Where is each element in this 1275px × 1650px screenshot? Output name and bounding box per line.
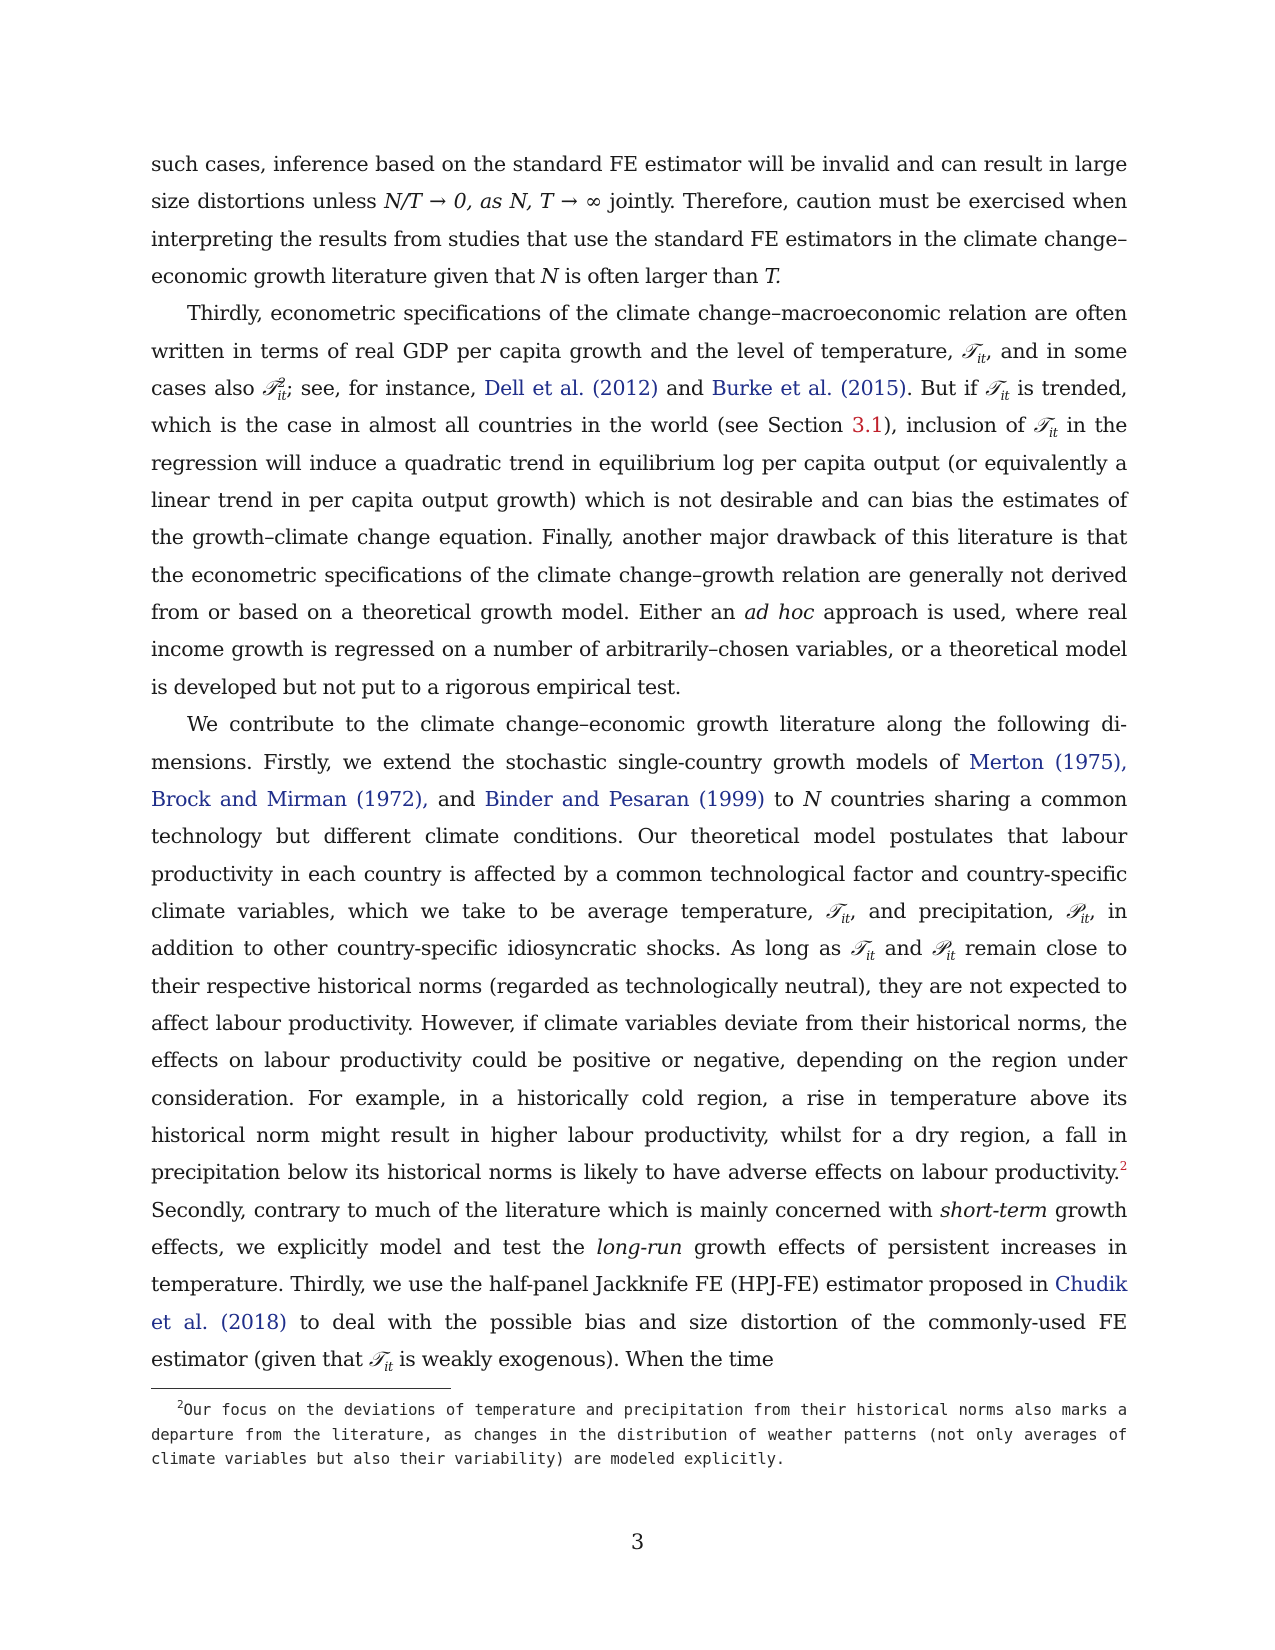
math-temperature: 𝒯$_{it}$ xyxy=(368,1347,393,1375)
emphasis-short-term: short-term xyxy=(940,1197,1048,1222)
citation-merton[interactable]: Merton (1975), xyxy=(969,749,1127,774)
paragraph-3: We contribute to the climate change–economic growth literature along the following dimensions. Firstly, we extend the stochastic single-country growth models of Merton (1975), Brock and Mirman (1972), and Binder and Pesaran (1999) to N countries sharing a common technology but different climate conditions. Our theoretical model postulates that labour productivity in each country is affected by a common technological factor and country-specific climate variables, which we take to be average temperature, 𝒯$_{it}$, and precipitation, 𝒫$_{it}$, in addition to other country-specific idiosyncratic shocks. As long as 𝒯$_{it}$ and 𝒫$_{it}$ remain close to their respective historical norms (regarded as technologically neutral), they are not expected to affect labour productivity. However, if climate variables deviate from their historical norms, the effects on labour productivity could be positive or negative, depending on the region under consideration. For example, in a historically cold region, a rise in temperature above its historical norm might result in higher labour productivity, whilst for a dry region, a fall in precipitation below its historical norms is likely to have adverse effects on labour productivity.$^2$ Secondly, contrary to much of the literature which is mainly concerned with short-term growth effects, we explicitly model and test the long-run growth effects of persistent increases in temperature. Thirdly, we use the half-panel Jackknife FE (HPJ-FE) estimator proposed in Chudik et al. (2018) to deal with the possible bias and size distortion of the commonly-used FE estimator (given that 𝒯$_{it}$ is weakly exogenous). When the time xyxy=(151,712,1128,1375)
citation-binder[interactable]: Binder and Pesaran (1999) xyxy=(484,786,765,811)
math-temperature: 𝒯$_{it}$ xyxy=(985,376,1010,405)
paragraph-2: Thirdly, econometric specifications of the climate change–macroeconomic relation are often written in terms of real GDP per capita growth and the level of temperature, 𝒯$_{it}$, and in some cases also 𝒯$^2_{it}$; see, for instance, Dell et al. (2012) and Burke et al. (2015). But if 𝒯$_{it}$ is trended, which is the case in almost all countries in the world (see Section 3.1), inclusion of 𝒯$_{it}$ in the regression will induce a quadratic trend in equilibrium log per capita output (or equivalently a linear trend in per capita output growth) which is not desirable and can bias the estimates of the growth–climate change equation. Finally, another major drawback of this literature is that the econometric specifications of the climate change–growth relation are generally not derived from or based on a theoretical growth model. Either an ad hoc approach is used, where real income growth is regressed on a number of arbitrarily–chosen variables, or a theoretical model is developed but not put to a rigorous empirical test. xyxy=(151,301,1128,699)
section-reference[interactable]: 3.1 xyxy=(851,413,884,438)
math-temperature-squared: 𝒯$^2_{it}$ xyxy=(262,376,287,405)
math-n-over-t: N/T → 0, as N, T → ∞ xyxy=(384,189,602,214)
citation-burke[interactable]: Burke et al. (2015) xyxy=(711,376,907,401)
paragraph-1: such cases, inference based on the standard FE estimator will be invalid and can result in large size distortions unless N/T → 0, as N, T → ∞ jointly. Therefore, caution must be exercised when interpreting the results from studies that use the standard FE estimators in the climate change–economic growth literature given that N is often larger than T. xyxy=(151,152,1128,289)
math-n: N xyxy=(803,786,821,811)
emphasis-long-run: long-run xyxy=(596,1234,683,1259)
math-precipitation: 𝒫$_{it}$ xyxy=(1066,898,1090,927)
math-temperature: 𝒯$_{it}$ xyxy=(1033,413,1058,442)
citation-brock[interactable]: Brock and Mirman (1972), xyxy=(151,786,429,811)
emphasis-ad-hoc: ad hoc xyxy=(744,600,815,625)
footnote-text: Our focus on the deviations of temperature and precipitation from their historical norms also marks a departure from the literature, as changes in the distribution of weather patterns (not only averages of climate variables but also their variability) are modeled explicitly. xyxy=(151,1401,1127,1468)
footnote xyxy=(151,1398,1127,1472)
math-n: N xyxy=(540,264,559,289)
math-temperature: 𝒯$_{it}$ xyxy=(825,898,850,927)
footnote-marker[interactable]: 2 xyxy=(1119,1159,1127,1174)
math-precipitation: 𝒫$_{it}$ xyxy=(931,936,956,965)
page-number: 3 xyxy=(630,1530,645,1554)
math-t: T. xyxy=(764,264,781,289)
citation-dell[interactable]: Dell et al. (2012) xyxy=(484,376,659,401)
math-temperature: 𝒯$_{it}$ xyxy=(850,936,875,965)
body-text xyxy=(151,146,1127,1378)
footnote-divider xyxy=(151,1388,451,1389)
citation-chudik[interactable]: Chudik et al. (2018) xyxy=(151,1272,1128,1334)
footnote-number: 2 xyxy=(177,1398,184,1411)
math-temperature: 𝒯$_{it}$ xyxy=(961,338,986,367)
